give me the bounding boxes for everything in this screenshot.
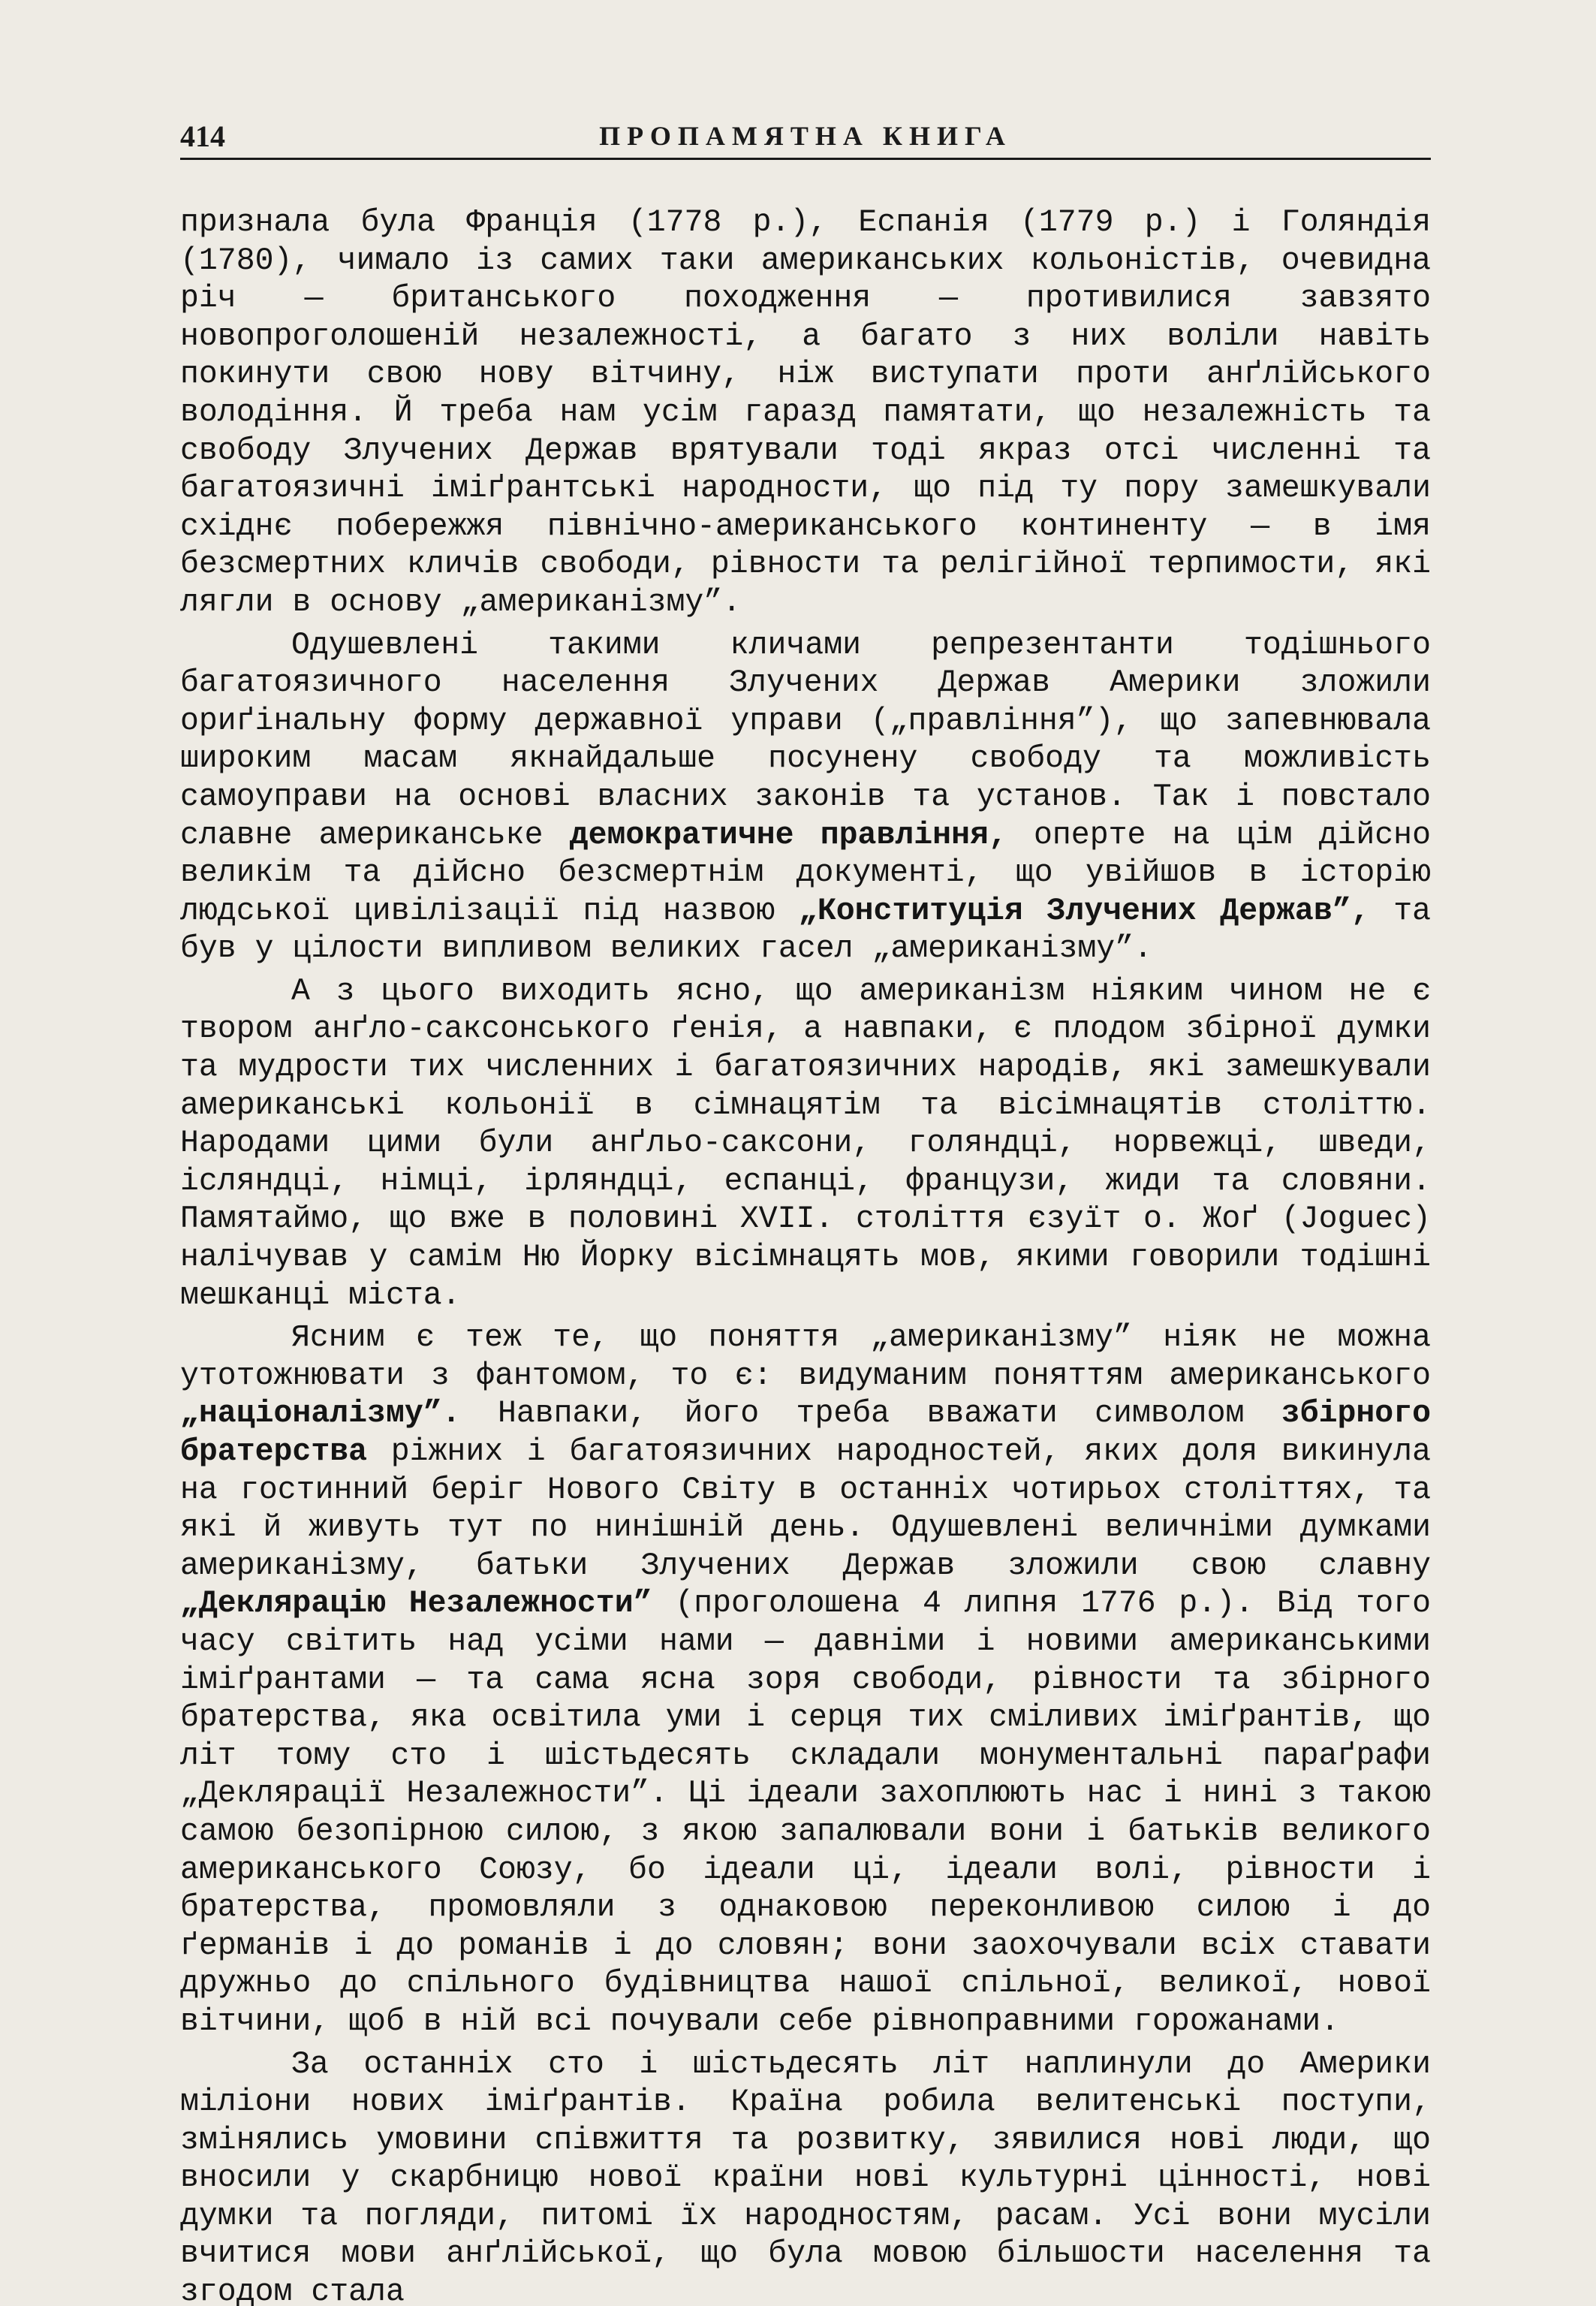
paragraph-2 xyxy=(180,627,1431,969)
bold-text: „Деклярацію Незалежности” xyxy=(180,1586,652,1622)
page-number: 414 xyxy=(180,119,225,153)
page-header xyxy=(180,113,1431,160)
paragraph-3 xyxy=(180,973,1431,1315)
paragraph-5 xyxy=(180,2046,1431,2306)
paragraph-4 xyxy=(180,1319,1431,2041)
text-segment: (проголошена 4 липня 1776 р.). Від того часу світить над усіми нами — давніми і новими американськими іміґрантами — та сама ясна зоря свободи, рівности та збірного братерства, яка освітила уми і серця тих сміливих іміґрантів, що літ тому сто і шістьдесять складали монументальні параґрафи „Деклярації Незалежности”. Ці ідеали захоплюють нас і нині з такою самою безопірною силою, з якою запалювали вони і батьків великого американського Союзу, бо ідеали ці, ідеали волі, рівности і братерства, промовляли з однаковою переконливою силою і до ґерманів і до романів і до словян; вони заохочували всіх ставати дружньо до спільного будівництва нашої спільної, великої, нової вітчини, щоб в ній всі почували себе рівноправними горожанами. xyxy=(180,1586,1431,2039)
bold-text: „націоналізму”. xyxy=(180,1396,461,1432)
text-segment: признала була Франція (1778 р.), Еспанія (1779 р.) і Голяндія (1780), чимало із самих таки американських кольоністів, очевидна річ — британського походження — противилися завзято новопроголошеній незалежності, а багато з них воліли навіть покинути свою нову вітчину, ніж виступати проти анґлійського володіння. Й треба нам усім гаразд памятати, що незалежність та свободу Злучених Держав врятували тоді якраз отсі численні та багатоязичні іміґрантські народности, що під ту пору замешкували східнє побережжя північно-американського континенту — в імя безсмертних кличів свободи, рівности та релігійної терпимости, які лягли в основу „американізму”. xyxy=(180,205,1431,620)
text-segment: ріжних і багатоязичних народностей, яких доля викинула на гостинний беріг Нового Світу в останніх чотирьох століттях, та які й живуть тут по нинішній день. Одушевлені величніми думками американізму, батьки Злучених Держав зложили свою славну xyxy=(180,1434,1431,1584)
bold-text: збірного братерства xyxy=(180,1396,1431,1470)
paragraph-1 xyxy=(180,204,1431,622)
text-segment: А з цього виходить ясно, що американізм ніяким чином не є твором анґло-саксонського ґенія, а навпаки, є плодом збірної думки та мудрости тих численних і багатоязичних народів, які замешкували американські кольонії в сімнацятім та вісімнацятів століттю. Народами цими були анґльо-саксони, голяндці, норвежці, шведи, ісляндці, німці, ірляндці, еспанці, французи, жиди та словяни. Памятаймо, що вже в половині XVII. століття єзуїт о. Жоґ (Joguec) налічував у самім Ню Йорку вісімнацять мов, якими говорили тодішні мешканці міста. xyxy=(180,973,1431,1313)
text-segment: Ясним є теж те, що поняття „американізму” ніяк не можна утотожнювати з фантомом, то є: видуманим поняттям американського xyxy=(180,1320,1431,1394)
running-title: ПРОПАМЯТНА КНИГА xyxy=(599,121,1012,151)
text-segment: оперте на цім дійсно великім та дійсно безсмертнім документі, що увійшов в історію людської цивілізації під назвою xyxy=(180,817,1431,929)
bold-text: „Конституція Злучених Держав”, xyxy=(798,893,1370,929)
text-segment: Навпаки, його треба вважати символом xyxy=(460,1396,1281,1432)
text-segment: та був у цілости випливом великих гасел „американізму”. xyxy=(180,893,1432,967)
text-segment: Одушевлені такими кличами репрезентанти тодішнього багатоязичного населення Злучених Держав Америки зложили ориґінальну форму державної управи („правління”), що запевнювала широким масам якнайдальше посунену свободу та можливість самоуправи на основі власних законів та установ. Так і повстало славне американське xyxy=(180,627,1431,853)
text-segment: За останніх сто і шістьдесять літ наплинули до Америки міліони нових іміґрантів. Країна робила велитенські поступи, змінялись умовини співжиття та розвитку, зявилися нові люди, що вносили у скарбницю нової країни нові культурні цінності, нові думки та погляди, питомі їх народностям, расам. Усі вони мусіли вчитися мови анґлійської, що була мовою більшости населення та згодом стала xyxy=(180,2046,1431,2306)
body-text xyxy=(180,204,1431,2306)
bold-text: демократичне правління, xyxy=(569,817,1007,853)
